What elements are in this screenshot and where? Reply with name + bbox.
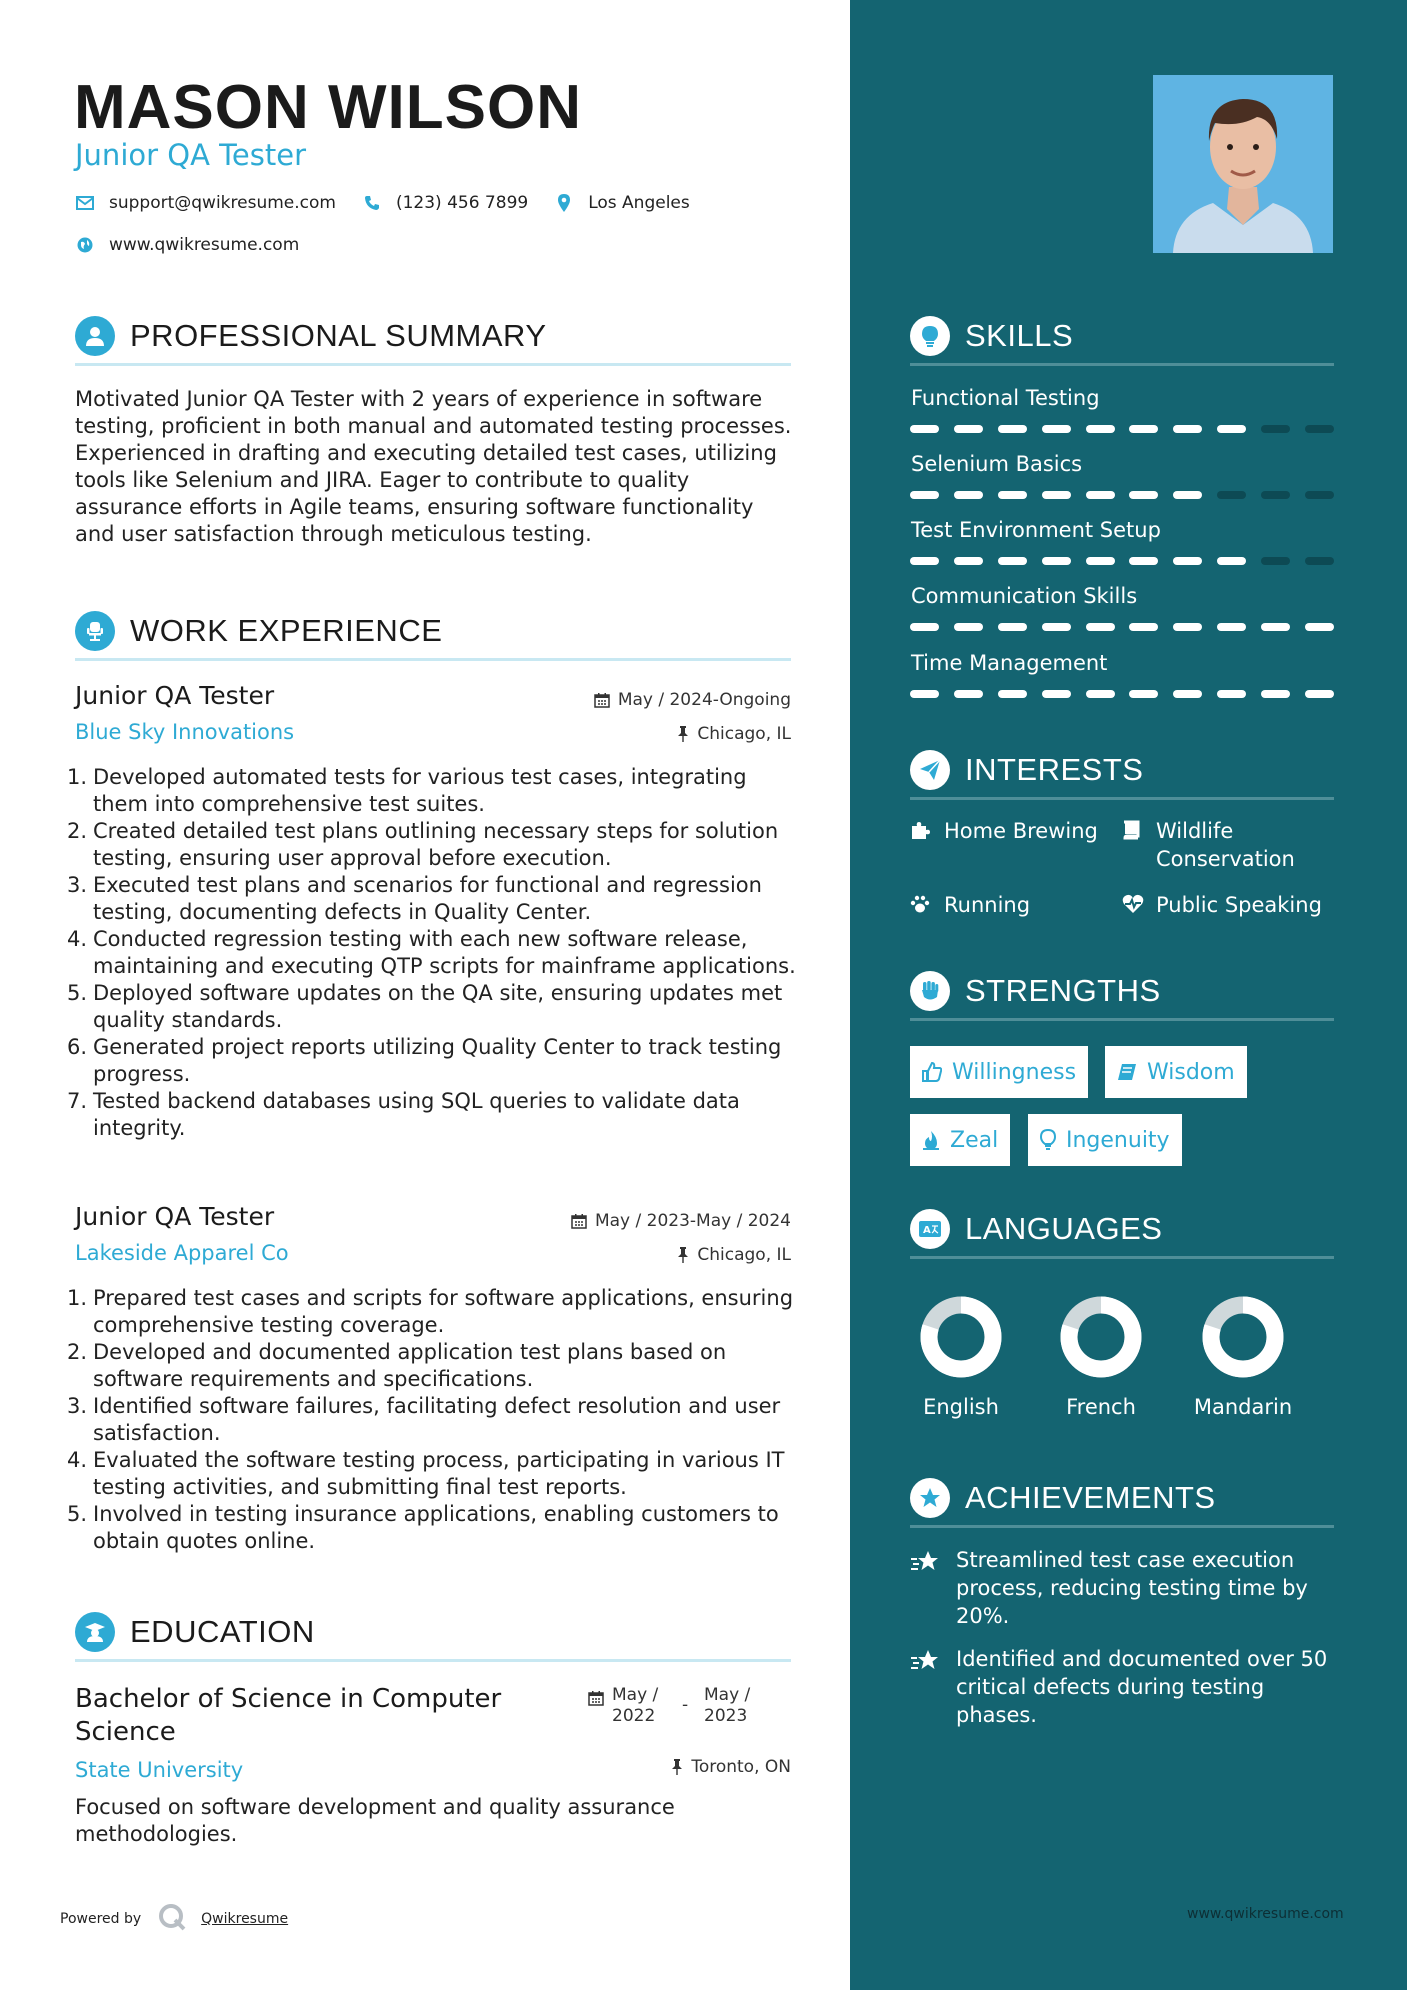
skill-bar [910, 557, 1334, 565]
interest-item [910, 817, 1110, 847]
interest-item [910, 891, 1110, 921]
job-dates [594, 690, 791, 710]
skill-segment [998, 491, 1027, 499]
language-name: French [1066, 1395, 1136, 1419]
education-start: May / 2022 [612, 1685, 659, 1726]
lightbulb-icon [910, 316, 950, 356]
thumbs-up-icon [922, 1062, 942, 1082]
language-ring [1201, 1295, 1285, 1379]
skill-segment [1217, 425, 1246, 433]
paper-plane-icon [910, 750, 950, 790]
list-item: Conducted regression testing with each new software release, maintaining and executing QTP scripts for mainframe applications. [93, 927, 796, 978]
skill-name: Communication Skills [911, 584, 1138, 608]
skill-segment [1086, 623, 1115, 631]
skill-segment [1173, 425, 1202, 433]
skills-heading: SKILLS [965, 318, 1074, 353]
list-item: Tested backend databases using SQL queries to validate data integrity. [93, 1089, 740, 1140]
skill-segment [1173, 557, 1202, 565]
skill-bar [910, 425, 1334, 433]
skill-segment [998, 425, 1027, 433]
calendar-icon [571, 1213, 587, 1229]
calendar-icon [594, 692, 610, 708]
school-location-text: Toronto, ON [691, 1757, 791, 1777]
chair-icon [75, 611, 115, 651]
calendar-icon [588, 1685, 604, 1727]
skill-segment [910, 491, 939, 499]
list-item: Prepared test cases and scripts for software applications, ensuring comprehensive testing coverage. [93, 1286, 794, 1337]
envelope-icon [75, 193, 95, 213]
interest-label: Public Speaking [1156, 893, 1322, 917]
skill-segment [1042, 557, 1071, 565]
interests-section-header [910, 748, 1334, 800]
skill-segment [1261, 623, 1290, 631]
strength-badge [1028, 1114, 1182, 1166]
interests-heading: INTERESTS [965, 752, 1144, 787]
skill-name: Time Management [911, 651, 1108, 675]
skill-segment [1261, 557, 1290, 565]
achievement-text: Identified and documented over 50 critical defects during testing phases. [956, 1647, 1328, 1727]
skill-segment [1305, 623, 1334, 631]
skill-segment [1173, 491, 1202, 499]
skill-segment [998, 557, 1027, 565]
degree-title: Bachelor of Science in Computer Science [75, 1684, 502, 1747]
book-icon [1122, 817, 1156, 873]
skill-segment [1261, 690, 1290, 698]
achievement-item [910, 1645, 1334, 1729]
language-ring [1059, 1295, 1143, 1379]
skill-segment [998, 690, 1027, 698]
skill-bar [910, 690, 1334, 698]
fire-icon [922, 1130, 940, 1150]
achievement-text: Streamlined test case execution process, reducing testing time by 20%. [956, 1548, 1308, 1628]
skill-segment [954, 690, 983, 698]
summary-text: Motivated Junior QA Tester with 2 years of experience in software testing, proficient in both manual and automated testing processes. Experienced in drafting and executing detailed test cases, utilizing tools like Selenium and JIRA. Eager to contribute to quality assurance efforts in Agile teams, ensuring software functionality and user satisfaction through meticulous testing. [75, 387, 792, 546]
achievements-heading: ACHIEVEMENTS [965, 1480, 1216, 1515]
language-name: English [923, 1395, 999, 1419]
job-bullet-list [67, 764, 797, 1142]
skill-segment [910, 425, 939, 433]
skill-bar [910, 623, 1334, 631]
skill-segment [1042, 491, 1071, 499]
skill-segment [1086, 425, 1115, 433]
list-item: Executed test plans and scenarios for functional and regression testing, documenting defects in Quality Center. [93, 873, 762, 924]
skill-segment [954, 425, 983, 433]
language-item [1193, 1295, 1293, 1419]
education-description: Focused on software development and quality assurance methodologies. [75, 1795, 675, 1846]
interest-item [1122, 817, 1332, 873]
website-link[interactable]: www.qwikresume.com [109, 235, 300, 255]
experience-heading: WORK EXPERIENCE [130, 613, 443, 648]
pushpin-icon [671, 1759, 683, 1775]
pushpin-icon [677, 726, 689, 742]
strength-badge [910, 1114, 1010, 1166]
skill-segment [1042, 425, 1071, 433]
job-title: Junior QA Tester [75, 1202, 275, 1231]
star-icon [910, 1478, 950, 1518]
contact-row [75, 193, 716, 213]
strength-badge [910, 1046, 1088, 1098]
job-dates [571, 1211, 791, 1231]
location-pin-icon [554, 193, 574, 213]
skill-segment [1217, 491, 1246, 499]
skill-name: Test Environment Setup [911, 518, 1161, 542]
strength-label: Ingenuity [1066, 1127, 1170, 1153]
interest-item [1122, 891, 1342, 921]
skill-segment [910, 557, 939, 565]
language-item [911, 1295, 1011, 1419]
language-name: Mandarin [1193, 1395, 1293, 1419]
interest-label: Wildlife Conservation [1156, 819, 1295, 871]
skill-name: Selenium Basics [911, 452, 1083, 476]
list-item: Developed and documented application test plans based on software requirements and specifications. [93, 1340, 727, 1391]
puzzle-icon [910, 817, 944, 847]
skill-segment [954, 557, 983, 565]
achievements-section-header [910, 1476, 1334, 1528]
job-dates-text: May / 2024-Ongoing [617, 690, 791, 710]
candidate-name: MASON WILSON [74, 73, 582, 142]
skill-segment [1305, 557, 1334, 565]
job-location [677, 1245, 791, 1265]
shooting-star-icon [910, 1645, 956, 1729]
languages-section-header [910, 1207, 1334, 1259]
list-item: Deployed software updates on the QA site, ensuring updates met quality standards. [93, 981, 783, 1032]
skill-segment [1086, 557, 1115, 565]
paw-icon [910, 891, 944, 921]
education-end: May / 2023 [704, 1685, 751, 1726]
job-location [677, 724, 791, 744]
skill-segment [998, 623, 1027, 631]
skill-segment [1173, 690, 1202, 698]
list-item: Identified software failures, facilitating defect resolution and user satisfaction. [93, 1394, 781, 1445]
skill-segment [1217, 690, 1246, 698]
list-item: Created detailed test plans outlining necessary steps for solution testing, ensuring user approval before execution. [93, 819, 779, 870]
skill-segment [1129, 425, 1158, 433]
company-name: Lakeside Apparel Co [75, 1241, 289, 1265]
skill-segment [1129, 491, 1158, 499]
experience-section-header [75, 609, 791, 661]
education-dates [588, 1685, 774, 1727]
powered-by [60, 1902, 288, 1936]
pushpin-icon [677, 1247, 689, 1263]
achievement-item [910, 1546, 1334, 1630]
skill-segment [1086, 690, 1115, 698]
qwikresume-logo-icon [157, 1902, 187, 1936]
globe-icon [75, 235, 95, 255]
language-item [1051, 1295, 1151, 1419]
language-ring [919, 1295, 1003, 1379]
list-item: Developed automated tests for various test cases, integrating them into comprehensive test suites. [93, 765, 747, 816]
powered-by-label: Powered by [60, 1911, 142, 1927]
list-item: Involved in testing insurance applications, enabling customers to obtain quotes online. [93, 1502, 779, 1553]
phone-icon [362, 193, 382, 213]
education-heading: EDUCATION [130, 1614, 315, 1649]
skill-segment [1261, 491, 1290, 499]
strength-badge [1105, 1046, 1247, 1098]
qwikresume-link[interactable]: Qwikresume [201, 1911, 289, 1927]
skill-segment [1173, 623, 1202, 631]
skill-segment [1217, 623, 1246, 631]
skill-segment [1129, 623, 1158, 631]
sidebar [850, 0, 1407, 1990]
skill-segment [1042, 623, 1071, 631]
education-section-header [75, 1610, 791, 1662]
phone-number[interactable]: (123) 456 7899 [395, 193, 529, 213]
skill-segment [1261, 425, 1290, 433]
skill-segment [1042, 690, 1071, 698]
skill-segment [954, 623, 983, 631]
summary-section-header [75, 314, 791, 366]
skill-segment [910, 690, 939, 698]
job-title: Junior QA Tester [75, 681, 275, 710]
strength-label: Willingness [952, 1059, 1077, 1085]
interest-label: Home Brewing [944, 819, 1098, 843]
interest-label: Running [944, 893, 1031, 917]
footer-website[interactable]: www.qwikresume.com [1187, 1906, 1344, 1922]
skill-name: Functional Testing [911, 386, 1100, 410]
job-dates-text: May / 2023-May / 2024 [594, 1211, 791, 1231]
svg-text:A: A [923, 1225, 931, 1236]
language-icon [910, 1209, 950, 1249]
date-separator: - [682, 1695, 689, 1715]
shooting-star-icon [910, 1546, 956, 1630]
strength-label: Wisdom [1147, 1059, 1235, 1085]
skills-section-header [910, 314, 1334, 366]
job-location-text: Chicago, IL [697, 724, 791, 744]
heartbeat-icon [1122, 891, 1156, 921]
skill-segment [1305, 690, 1334, 698]
job-bullet-list [67, 1285, 797, 1555]
list-item: Generated project reports utilizing Quality Center to track testing progress. [93, 1035, 782, 1086]
skill-segment [1129, 690, 1158, 698]
location-text: Los Angeles [588, 193, 690, 213]
company-name: Blue Sky Innovations [75, 720, 295, 744]
skill-segment [1217, 557, 1246, 565]
job-location-text: Chicago, IL [697, 1245, 791, 1265]
user-icon [75, 316, 115, 356]
school-location [671, 1757, 791, 1777]
strengths-heading: STRENGTHS [965, 973, 1161, 1008]
website-row [75, 235, 325, 255]
email-link[interactable]: support@qwikresume.com [109, 193, 336, 213]
skill-segment [1129, 557, 1158, 565]
lightbulb-icon [1040, 1129, 1056, 1151]
skill-bar [910, 491, 1334, 499]
strength-label: Zeal [950, 1127, 999, 1153]
profile-photo [1153, 75, 1333, 253]
skill-segment [910, 623, 939, 631]
summary-heading: PROFESSIONAL SUMMARY [130, 318, 547, 353]
languages-heading: LANGUAGES [965, 1211, 1163, 1246]
skill-segment [1305, 425, 1334, 433]
fist-icon [910, 971, 950, 1011]
skill-segment [1305, 491, 1334, 499]
skill-segment [1086, 491, 1115, 499]
school-name: State University [75, 1758, 244, 1782]
graduate-icon [75, 1612, 115, 1652]
book-icon [1117, 1062, 1137, 1082]
list-item: Evaluated the software testing process, participating in various IT testing activities, and submitting final test reports. [93, 1448, 785, 1499]
strengths-section-header [910, 969, 1334, 1021]
skill-segment [954, 491, 983, 499]
candidate-title: Junior QA Tester [75, 138, 307, 172]
